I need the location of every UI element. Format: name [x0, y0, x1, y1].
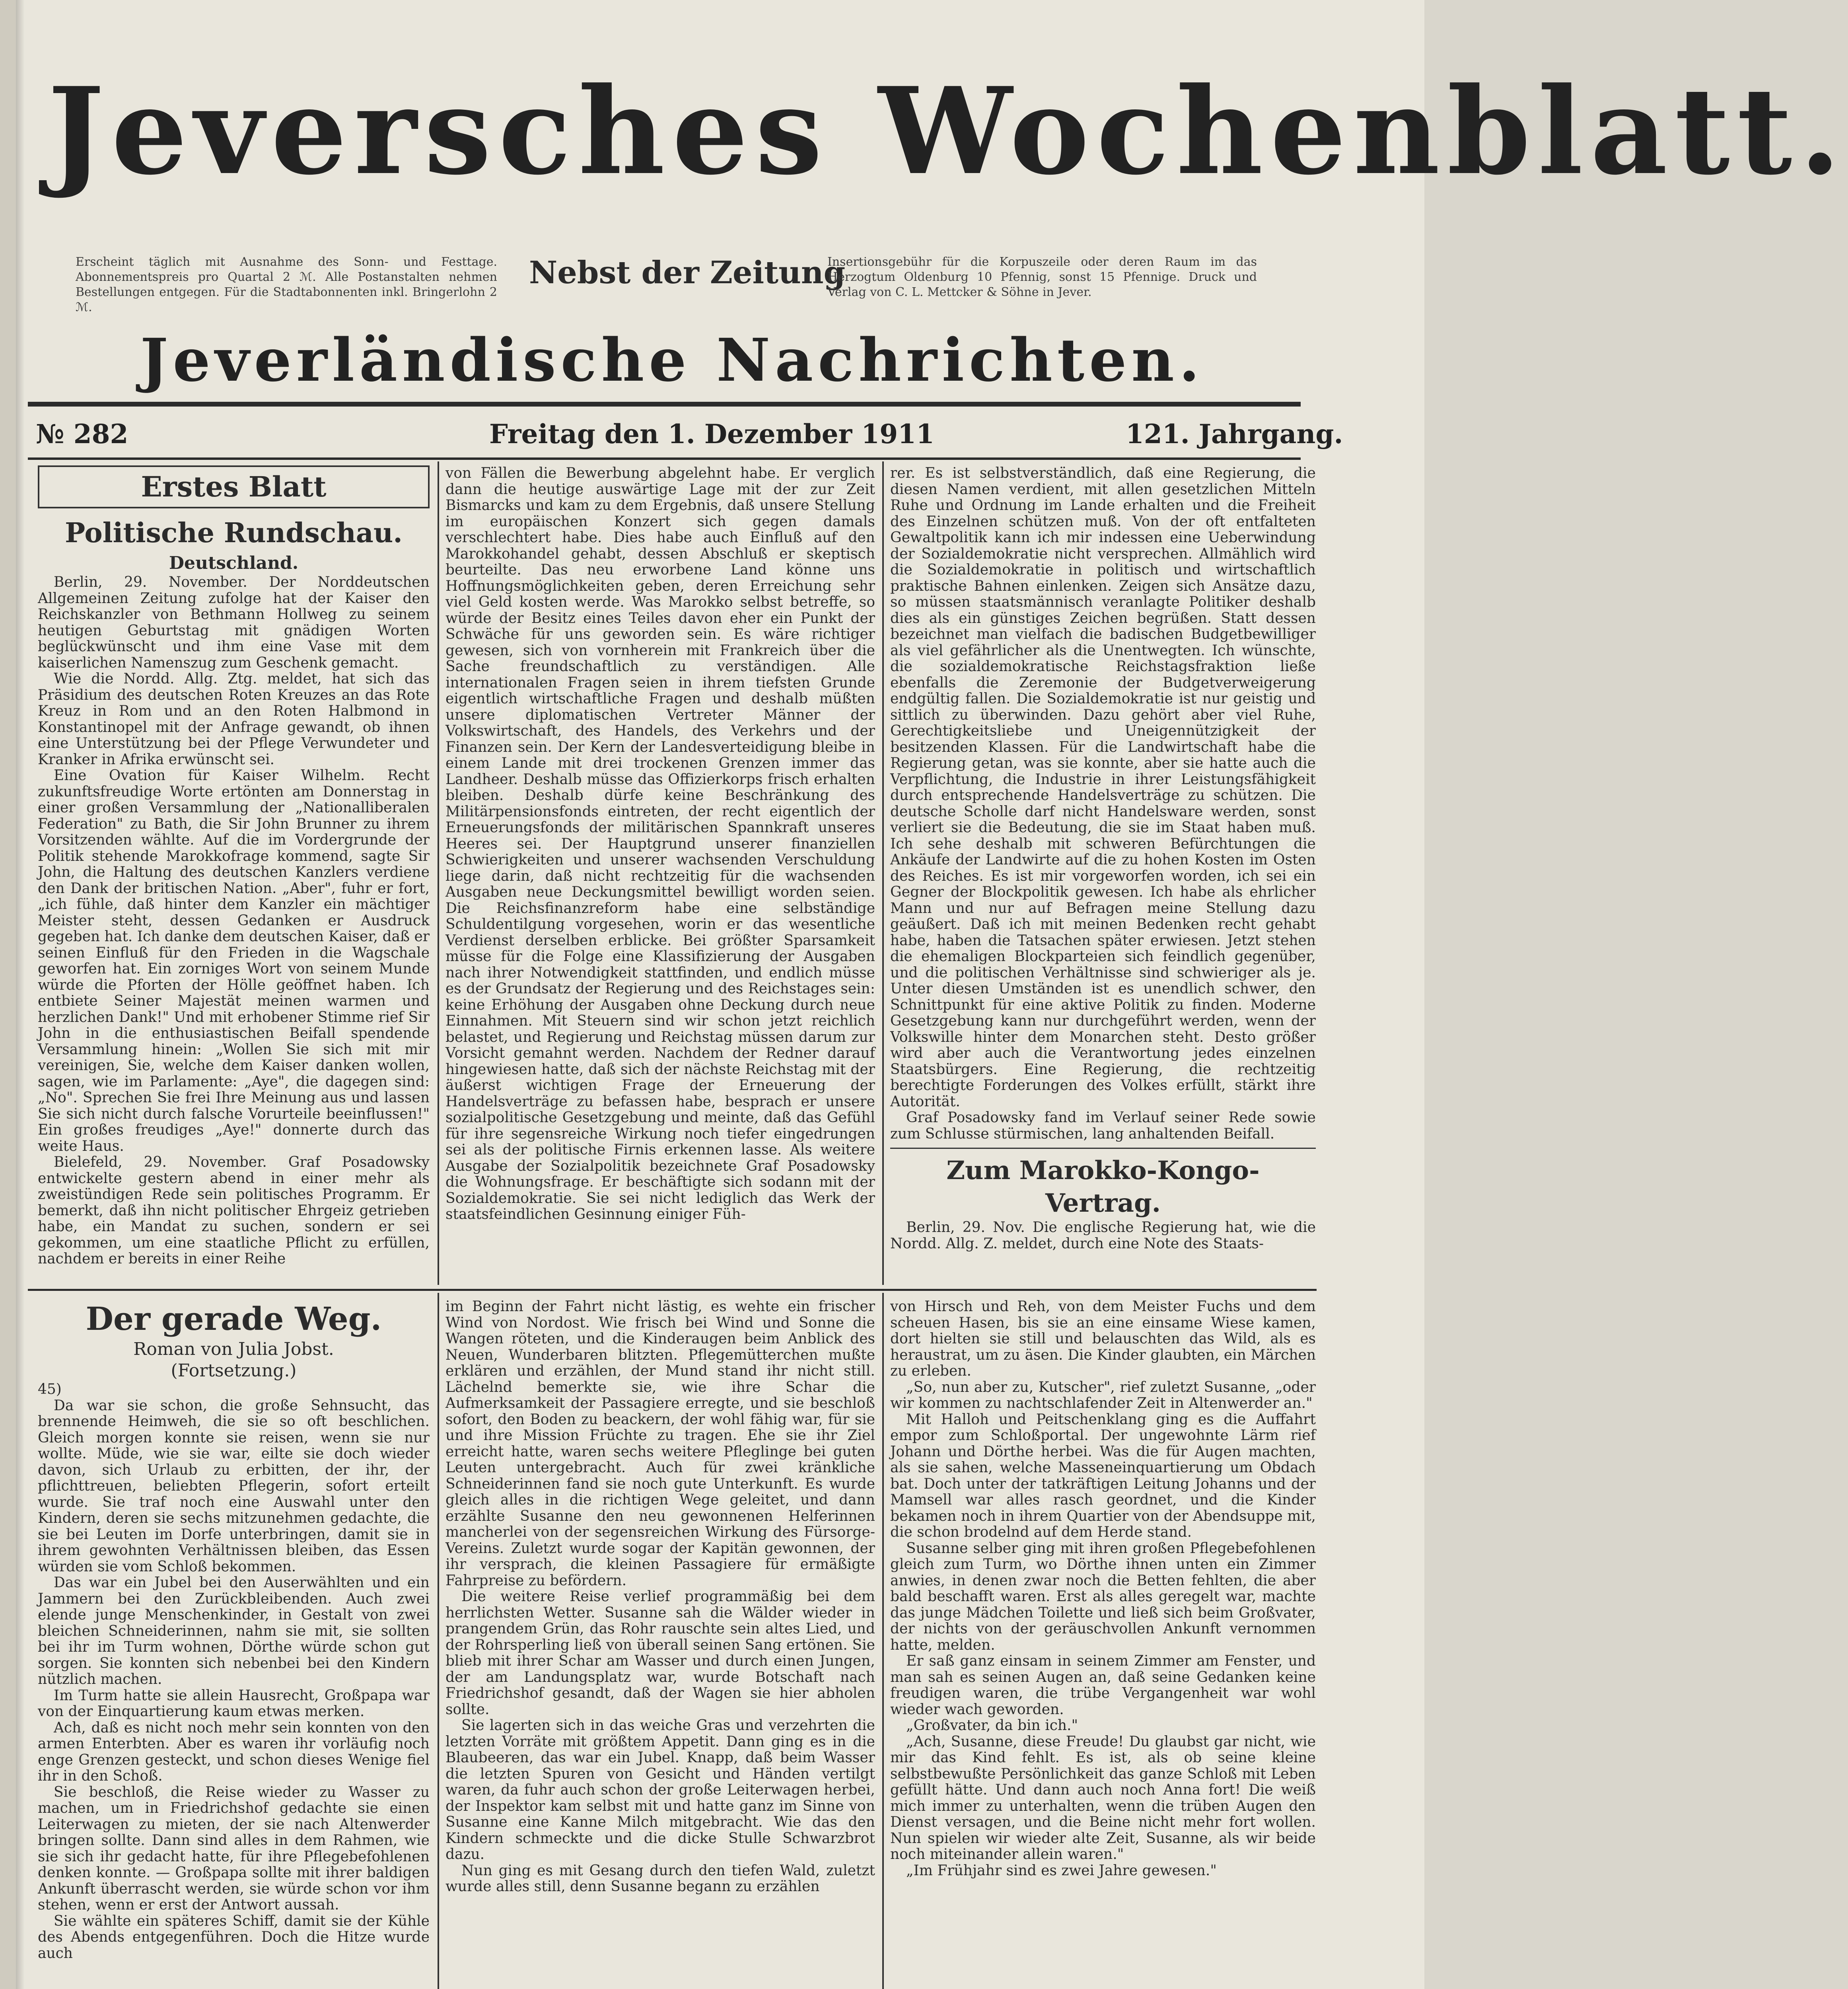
column-posadowsky: [445, 465, 875, 1285]
novel-byline: Roman von Julia Jobst.: [133, 1339, 334, 1359]
novel-column-1: [38, 1299, 430, 1989]
novel-title: Der gerade Weg.: [86, 1300, 382, 1337]
novel-paragraph: Er saß ganz einsam in seinem Zimmer am Fenster, und man sah es seinen Augen an, daß seine Gedanken keine freudigen waren, die trübe Vergangenheit war wohl wieder wach geworden.: [890, 1653, 1316, 1718]
article-paragraph: Wie die Nordd. Allg. Ztg. meldet, hat sich das Präsidium des deutschen Roten Kreuzes an das Rote Kreuz in Rom und an den Roten Halbmond in Konstantinopel mit der Anfrage gewandt, ob ihnen eine Unterstützung bei der Pflege Verwundeter und Kranker in Afrika erwünscht sei.: [38, 671, 430, 768]
masthead-subtitle: Jeverländische Nachrichten.: [140, 325, 1204, 395]
novel-paragraph: von Hirsch und Reh, von dem Meister Fuchs und dem scheuen Hasen, bis sie an eine einsame Wiese kamen, dort hielten sie still und belauschten das Wild, als es heraustrat, um zu äsen. Die Kinder glaubten, ein Märchen zu erleben.: [890, 1298, 1316, 1379]
novel-paragraph: Da war sie schon, die große Sehnsucht, das brennende Heimweh, die sie so oft beschlichen. Gleich morgen konnte sie reisen, wenn sie nur wollte. Müde, wie sie war, eilte sie doch wieder davon, sich Urlaub zu erbitten, der ihr, der pflichttreuen, beliebten Pflegerin, sofort erteilt wurde. Sie traf noch eine Auswahl unter den Kindern, deren sie sechs mitzunehmen gedachte, die sie bei Leuten im Dorfe unterbringen, damit sie in ihrem gewohnten Verhältnissen bleiben, das Essen würden sie vom Schloß bekommen.: [38, 1397, 430, 1575]
novel-paragraph: „Großvater, da bin ich.": [906, 1717, 1078, 1734]
subscription-note: Erscheint täglich mit Ausnahme des Sonn- und Festtage. Abonnementspreis pro Quartal 2 ℳ. Alle Postanstalten nehmen Bestellungen entgegen. Für die Stadtabonnenten inkl. Bringerlohn 2 ℳ.: [76, 255, 497, 314]
novel-paragraph: Ach, daß es nicht noch mehr sein konnten von den armen Enterbten. Aber es waren ihr vorläufig noch enge Grenzen gesteckt, und schon dieses Wenige fiel ihr in den Schoß.: [38, 1719, 430, 1784]
issue-date: Freitag den 1. Dezember 1911: [489, 418, 935, 450]
column-divider: [882, 1293, 884, 1989]
article-separator: [890, 1148, 1316, 1149]
scan-margin: [0, 0, 16, 1989]
novel-paragraph: „So, nun aber zu, Kutscher", rief zuletzt Susanne, „oder wir kommen zu nachtschlafender Zeit in Altenwerder an.": [890, 1379, 1316, 1411]
novel-paragraph: Mit Halloh und Peitschenklang ging es die Auffahrt empor zum Schloßportal. Der ungewohnte Lärm rief Johann und Dörthe herbei. Was die für Augen machten, als sie sahen, welche Masseneinquartierung um Obdach bat. Doch unter der tatkräftigen Leitung Johanns und der Mamsell war alles rasch geordnet, und die Kinder bekamen noch in ihrem Quartier von der Abendsuppe mit, die schon brodelnd auf dem Herde stand.: [890, 1411, 1316, 1540]
novel-paragraph: „Ach, Susanne, diese Freude! Du glaubst gar nicht, wie mir das Kind fehlt. Es ist, als ob seine kleine selbstbewußte Persönlichkeit das ganze Schloß mit Leben gefüllt hätte. Und dann auch noch Anna fort! Die weiß mich immer zu unterhalten, wenn die trüben Augen den Dienst versagen, und die Beine nicht mehr fort wollen. Nun spielen wir wieder alte Zeit, Susanne, als wir beide noch miteinander allein waren.": [890, 1733, 1316, 1862]
erstes-blatt-box: Erstes Blatt: [38, 465, 430, 508]
feuilleton-rule: [28, 1289, 1317, 1291]
novel-paragraph: Nun ging es mit Gesang durch den tiefen Wald, zuletzt wurde alles still, denn Susanne begann zu erzählen: [445, 1862, 875, 1895]
page-shadow: [16, 0, 25, 1989]
article-paragraph: rer. Es ist selbstverständlich, daß eine Regierung, die diesen Namen verdient, mit allen gesetzlichen Mitteln Ruhe und Ordnung im Lande erhalten und die Freiheit des Einzelnen schützen muß. Von der oft entfalteten Gewaltpolitik kann ich mir indessen eine Ueberwindung der Sozialdemokratie nicht versprechen. Allmählich wird die Sozialdemokratie in politisch und wirtschaftlich praktische Bahnen einlenken. Zeigen sich Ansätze dazu, so müssen staatsmännisch veranlagte Politiker deshalb dies als ein günstiges Zeichen begrüßen. Statt dessen bezeichnet man vielfach die badischen Budgetbewilliger als viel gefährlicher als die Unentwegten. Ich wünschte, die sozialdemokratische Reichstagsfraktion ließe ebenfalls die Zeremonie der Budgetverweigerung endgültig fallen. Die Sozialdemokratie ist nur geistig und sittlich zu überwinden. Dazu gehört aber viel Ruhe, Gerechtigkeitsliebe und Uneigennützigkeit der besitzenden Klassen. Für die Landwirtschaft habe die Regierung getan, was sie konnte, aber sie hatte auch die Verpflichtung, die Industrie in ihrer Leistungsfähigkeit durch entsprechende Handelsverträge zu schützen. Die deutsche Scholle darf nicht Handelsware werden, sonst verliert sie die Bedeutung, die sie im Staat haben muß. Ich sehe deshalb mit schweren Befürchtungen die Ankäufe der Landwirte auf die zu hohen Kosten im Osten des Reiches. Es ist mir vorgeworfen worden, ich sei ein Gegner der Blockpolitik gewesen. Ich habe als ehrlicher Mann und nur auf Befragen meine Stellung dazu geäußert. Daß ich mit meinen Bedenken recht gehabt habe, haben die Tatsachen später erwiesen. Jetzt stehen die ehemaligen Blockparteien sich feindlich gegenüber, und die politischen Verhältnisse sind schwieriger als je. Unter diesen Umständen ist es unendlich schwer, den Schnittpunkt für eine aktive Politik zu finden. Moderne Gesetzgebung kann nur durchgeführt werden, wenn der Volkswille hinter dem Monarchen steht. Desto größer wird aber auch die Verantwortung jedes einzelnen Staatsbürgers. Eine Regierung, die rechtzeitig berechtigte Forderungen des Volkes erfüllt, stärkt ihre Autorität.: [890, 465, 1316, 1110]
article-paragraph: Berlin, 29. Nov. Die englische Regierung hat, wie die Nordd. Allg. Z. meldet, durch eine Note des Staats-: [890, 1219, 1316, 1252]
issue-number: № 282: [36, 418, 128, 450]
novel-paragraph: Im Turm hatte sie allein Hausrecht, Großpapa war von der Einquartierung kaum etwas merken.: [38, 1687, 430, 1720]
section-subheading: Deutschland.: [169, 553, 299, 573]
novel-paragraph: Sie wählte ein späteres Schiff, damit sie der Kühle des Abends entgegenführen. Doch die Hitze wurde auch: [38, 1913, 430, 1962]
novel-paragraph: Sie lagerten sich in das weiche Gras und verzehrten die letzten Vorräte mit größtem Appetit. Dann ging es in die Blaubeeren, das war ein Jubel. Knapp, daß beim Wasser die letzten Spuren von Gesicht und Händen vertilgt waren, da fuhr auch schon der große Leiterwagen herbei, der Inspektor kam selbst mit und hatte ganz im Sinne von Susanne eine Kanne Milch mitgebracht. Wie das den Kindern schmeckte und die dicke Stulle Schwarzbrot dazu.: [445, 1717, 875, 1862]
article-paragraph: Eine Ovation für Kaiser Wilhelm. Recht zukunftsfreudige Worte ertönten am Donnerstag in einer großen Versammlung der „Nationalliberalen Federation" zu Bath, die Sir John Brunner zu ihrem Vorsitzenden wählte. Auf die im Vordergrunde der Politik stehende Marokkofrage kommend, sagte Sir John, die Haltung des deutschen Kanzlers verdiene den Dank der britischen Nation. „Aber", fuhr er fort, „ich fühle, daß hinter dem Kanzler ein mächtiger Meister steht, dessen Gedanken er Ausdruck gegeben hat. Ich danke dem deutschen Kaiser, daß er seinen Einfluß für den Frieden in die Wagschale geworfen hat. Ein zorniges Wort von seinem Munde würde die Pforten der Hölle geöffnet haben. Ich entbiete Seiner Majestät meinen warmen und herzlichen Dank!" Und mit erhobener Stimme rief Sir John in die enthusiastischen Beifall spendende Versammlung hinein: „Wollen Sie sich mit mir vereinigen, Sie, welche dem Kaiser danken wollen, sagen, wie im Parlamente: „Aye", die dagegen sind: „No". Sprechen Sie frei Ihre Meinung aus und lassen Sie sich nicht durch falsche Vorurteile beeinflussen!" Ein großes freudiges „Aye!" donnerte durch das weite Haus.: [38, 767, 430, 1154]
column-divider: [882, 461, 884, 1285]
column-divider: [438, 461, 439, 1285]
advertising-note: Insertionsgebühr für die Korpuszeile oder deren Raum im das Herzogtum Oldenburg 10 Pfennig, sonst 15 Pfennige. Druck und Verlag von C. L. Mettcker & Söhne in Jever.: [827, 255, 1257, 299]
marokko-heading: Zum Marokko-Kongo-Vertrag.: [946, 1156, 1260, 1218]
column-divider: [438, 1293, 439, 1989]
novel-column-3: [890, 1299, 1316, 1989]
novel-paragraph: im Beginn der Fahrt nicht lästig, es wehte ein frischer Wind von Nordost. Wie frisch bei Wind und Sonne die Wangen röteten, und die Kinderaugen beim Anblick des Neuen, Wunderbaren blitzten. Pflegemütterchen mußte erklären und erzählen, der Mund stand ihr nicht still. Lächelnd bemerkte sie, wie ihre Schar die Aufmerksamkeit der Passagiere erregte, und sie beschloß sofort, den Boden zu beackern, der wohl fähig war, für sie und ihre Mission Früchte zu tragen. Ehe sie ihr Ziel erreicht hatte, waren sechs weitere Pfleglinge bei guten Leuten untergebracht. Auch für zwei kränkliche Schneiderinnen fand sie noch gute Unterkunft. Es wurde gleich alles in die richtigen Wege geleitet, und dann erzählte Susanne den neu gewonnenen Helferinnen mancherlei von der segensreichen Wirkung des Fürsorge-Vereins. Zuletzt wurde sogar der Kapitän gewonnen, der ihr versprach, die kleinen Passagiere für ermäßigte Fahrpreise zu befördern.: [445, 1298, 875, 1589]
volume-number: 121. Jahrgang.: [1126, 418, 1343, 450]
novel-paragraph: Susanne selber ging mit ihren großen Pflegebefohlenen gleich zum Turm, wo Dörthe ihnen unten ein Zimmer anwies, in denen zwar noch die Betten fehlten, die aber bald beschafft waren. Erst als alles geregelt war, machte das junge Mädchen Toilette und ließ sich beim Großvater, der nichts von der geräuschvollen Ankunft vernommen hatte, melden.: [890, 1540, 1316, 1653]
article-paragraph: Berlin, 29. November. Der Norddeutschen Allgemeinen Zeitung zufolge hat der Kaiser den Reichskanzler von Bethmann Hollweg zu seinem heutigen Geburtstag mit gnädigen Worten beglückwünscht und ihm eine Vase mit dem kaiserlichen Namenszug zum Geschenk gemacht.: [38, 574, 430, 671]
column-posadowsky-cont: [890, 465, 1316, 1285]
novel-column-2: [445, 1299, 875, 1989]
info-rule: [28, 457, 1301, 460]
column-politics: [38, 465, 430, 1285]
top-rule: [28, 402, 1301, 407]
installment-number: 45): [38, 1381, 62, 1397]
masthead-title: Jeversches Wochenblatt.: [48, 61, 1848, 201]
article-paragraph: von Fällen die Bewerbung abgelehnt habe. Er verglich dann die heutige auswärtige Lage mit der zur Zeit Bismarcks und kam zu dem Ergebnis, daß unsere Stellung im europäischen Konzert sich gegen damals verschlechtert habe. Dies habe auch Einfluß auf den Marokkohandel gehabt, dessen Abschluß er skeptisch beurteilte. Das neu erworbene Land könne uns Hoffnungsmöglichkeiten geben, deren Erreichung sehr viel Geld kosten werde. Was Marokko selbst betreffe, so würde der Besitz eines Teiles davon eher ein Punkt der Schwäche für uns geworden sein. Es wäre richtiger gewesen, sich von vornherein mit Frankreich über die Sache freundschaftlich zu verständigen. Alle internationalen Fragen seien in ihrem tiefsten Grunde eigentlich wirtschaftliche Fragen und deshalb müßten unsere diplomatischen Vertreter Männer der Volkswirtschaft, des Handels, des Verkehrs und der Finanzen sein. Der Kern der Landesverteidigung bleibe in einem Lande mit drei trockenen Grenzen immer das Landheer. Deshalb müsse das Offizierkorps frisch erhalten bleiben. Deshalb dürfe keine Beschränkung des Militärpensionsfonds eintreten, der recht eigentlich der Erneuerungsfonds der militärischen Spannkraft unseres Heeres sei. Der Hauptgrund unserer finanziellen Schwierigkeiten und unserer wachsenden Verschuldung liege darin, daß nicht rechtzeitig für die wachsenden Ausgaben neue Deckungsmittel bewilligt worden seien. Die Reichsfinanzreform habe eine selbständige Schuldentilgung vorgesehen, worin er das wesentliche Verdienst derselben erblicke. Bei größter Sparsamkeit müsse für die Folge eine Klassifizierung der Ausgaben nach ihrer Notwendigkeit stattfinden, und endlich müsse es der Grundsatz der Regierung und des Reichstages sein: keine Erhöhung der Ausgaben ohne Deckung durch neue Einnahmen. Mit Steuern sind wir schon jetzt reichlich belastet, und Regierung und Reichstag müssen darum zur Vorsicht gemahnt werden. Nachdem der Redner darauf hingewiesen hatte, daß sich der nächste Reichstag mit der äußerst wichtigen Frage der Erneuerung der Handelsverträge zu befassen habe, besprach er unsere sozialpolitische Gesetzgebung und meinte, daß das Gefühl für ihre segensreiche Wirkung noch tiefer eingedrungen sei als der politische Firnis erkennen lasse. Als weitere Ausgabe der Sozialpolitik bezeichnete Graf Posadowsky die Wohnungsfrage. Er beschäftigte sich sodann mit der Sozialdemokratie. Sie sei nicht lediglich das Werk der staatsfeindlichen Gesinnung einiger Füh-: [445, 465, 875, 1222]
novel-continuation: (Fortsetzung.): [171, 1360, 297, 1381]
nebst-der-zeitung: Nebst der Zeitung: [529, 255, 846, 291]
novel-paragraph: Die weitere Reise verlief programmäßig bei dem herrlichsten Wetter. Susanne sah die Wälder wieder in prangendem Grün, das Rohr rauschte sein altes Lied, und der Rohrsperling ließ von überall seinen Sang ertönen. Sie blieb mit ihrer Schar am Wasser und durch einen Jungen, der am Landungsplatz war, wurde Botschaft nach Friedrichshof gesandt, daß der Wagen sie hier abholen sollte.: [445, 1588, 875, 1718]
novel-paragraph: „Im Frühjahr sind es zwei Jahre gewesen.": [906, 1862, 1217, 1879]
article-paragraph: Bielefeld, 29. November. Graf Posadowsky entwickelte gestern abend in einer mehr als zweistündigen Rede sein politisches Programm. Er bemerkt, daß ihn nicht politischer Ehrgeiz getrieben habe, ein Mandat zu suchen, sondern er sei gekommen, um eine staatliche Pflicht zu erfüllen, nachdem er bereits in einer Reihe: [38, 1154, 430, 1267]
novel-paragraph: Das war ein Jubel bei den Auserwählten und ein Jammern bei den Zurückbleibenden. Auch zwei elende junge Menschenkinder, in Gestalt von zwei bleichen Schneiderinnen, nahm sie mit, sie sollten bei ihr im Turm wohnen, Dörthe würde schon gut sorgen. Sie konnten sich nebenbei bei den Kindern nützlich machen.: [38, 1574, 430, 1687]
section-heading: Politische Rundschau.: [65, 517, 403, 549]
article-paragraph: Graf Posadowsky fand im Verlauf seiner Rede sowie zum Schlusse stürmischen, lang anhaltenden Beifall.: [890, 1109, 1316, 1142]
novel-paragraph: Sie beschloß, die Reise wieder zu Wasser zu machen, um in Friedrichshof gedachte sie einen Leiterwagen zu mieten, der sie nach Altenwerder bringen sollte. Dann sind alles in dem Rahmen, wie sie sich ihr gedacht hatte, für ihre Pflegebefohlenen denken konnte. — Großpapa sollte mit ihrer baldigen Ankunft überrascht werden, sie würde schon vor ihm stehen, wenn er erst der Antwort aussah.: [38, 1784, 430, 1913]
